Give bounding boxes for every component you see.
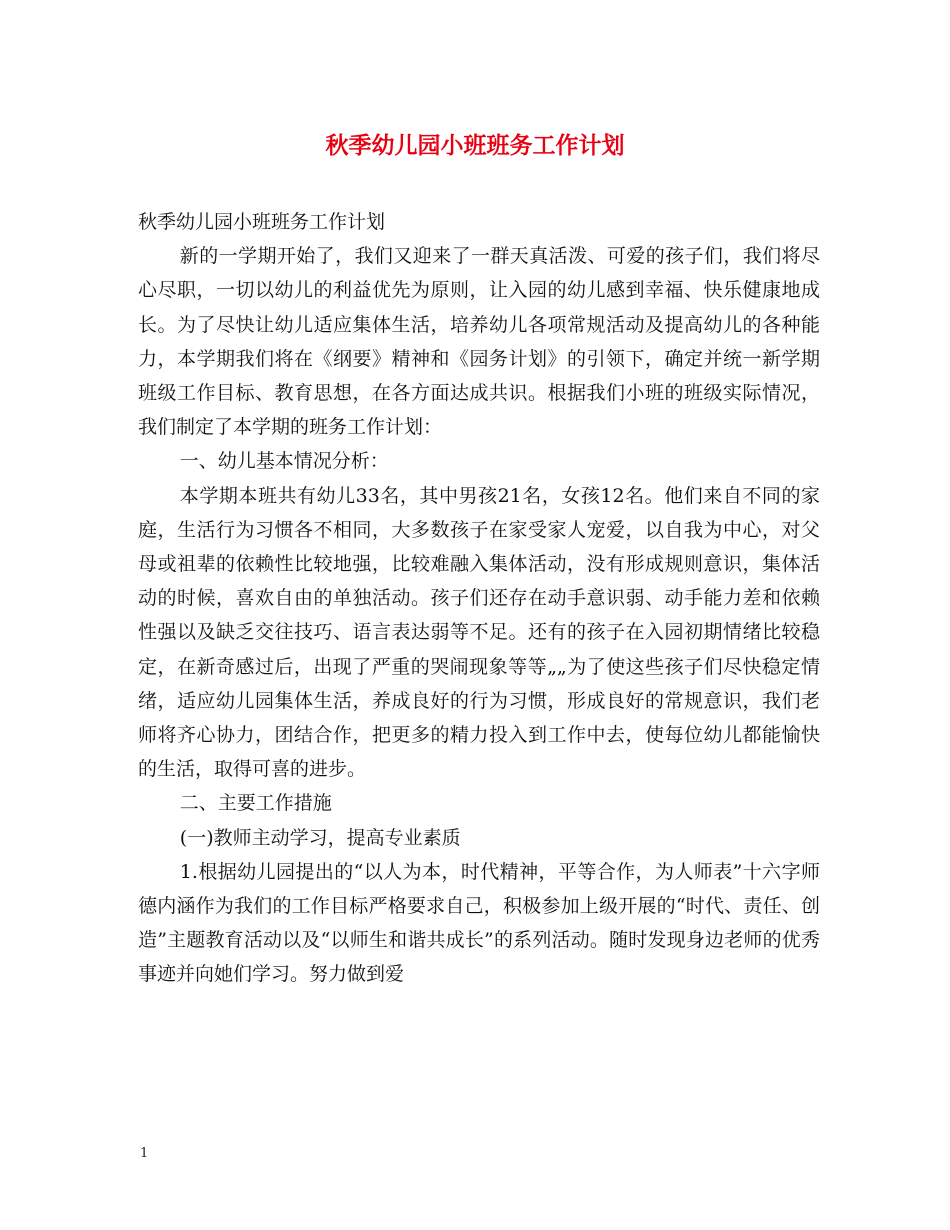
document-body [138, 205, 820, 992]
paragraph-analysis: 本学期本班共有幼儿33名，其中男孩21名，女孩12名。他们来自不同的家庭，生活行为习惯各不相同，大多数孩子在家受家人宠爱，以自我为中心，对父母或祖辈的依赖性比较地强，比较难融入集体活动，没有形成规则意识，集体活动的时候，喜欢自由的单独活动。孩子们还存在动手意识弱、动手能力差和依赖性强以及缺乏交往技巧、语言表达弱等不足。还有的孩子在入园初期情绪比较稳定，在新奇感过后，出现了严重的哭闹现象等等„„为了使这些孩子们尽快稳定情绪，适应幼儿园集体生活，养成良好的行为习惯，形成良好的常规意识，我们老师将齐心协力，团结合作，把更多的精力投入到工作中去，使每位幼儿都能愉快的生活，取得可喜的进步。 [138, 484, 820, 781]
paragraph-item-1: 1.根据幼儿园提出的“以人为本，时代精神，平等合作，为人师表”十六字师德内涵作为我们的工作目标严格要求自己，积极参加上级开展的“时代、责任、创造”主题教育活动以及“以师生和谐共成长”的系列活动。随时发现身边老师的优秀事迹并向她们学习。努力做到爱 [138, 860, 820, 986]
paragraph-intro: 新的一学期开始了，我们又迎来了一群天真活泼、可爱的孩子们，我们将尽心尽职，一切以幼儿的利益优先为原则，让入园的幼儿感到幸福、快乐健康地成长。为了尽快让幼儿适应集体生活，培养幼儿各项常规活动及提高幼儿的各种能力，本学期我们将在《纲要》精神和《园务计划》的引领下，确定并统一新学期班级工作目标、教育思想，在各方面达成共识。根据我们小班的班级实际情况，我们制定了本学期的班务工作计划： [138, 245, 820, 439]
paragraph-subtitle: 秋季幼儿园小班班务工作计划 [138, 211, 386, 233]
document-title: 秋季幼儿园小班班务工作计划 [325, 132, 625, 159]
section-heading-2: 二、主要工作措施 [179, 792, 332, 815]
subsection-heading-1: (一)教师主动学习，提高专业素质 [179, 826, 461, 849]
page-number: 1 [140, 1146, 149, 1161]
section-heading-1: 一、幼儿基本情况分析： [179, 450, 389, 473]
